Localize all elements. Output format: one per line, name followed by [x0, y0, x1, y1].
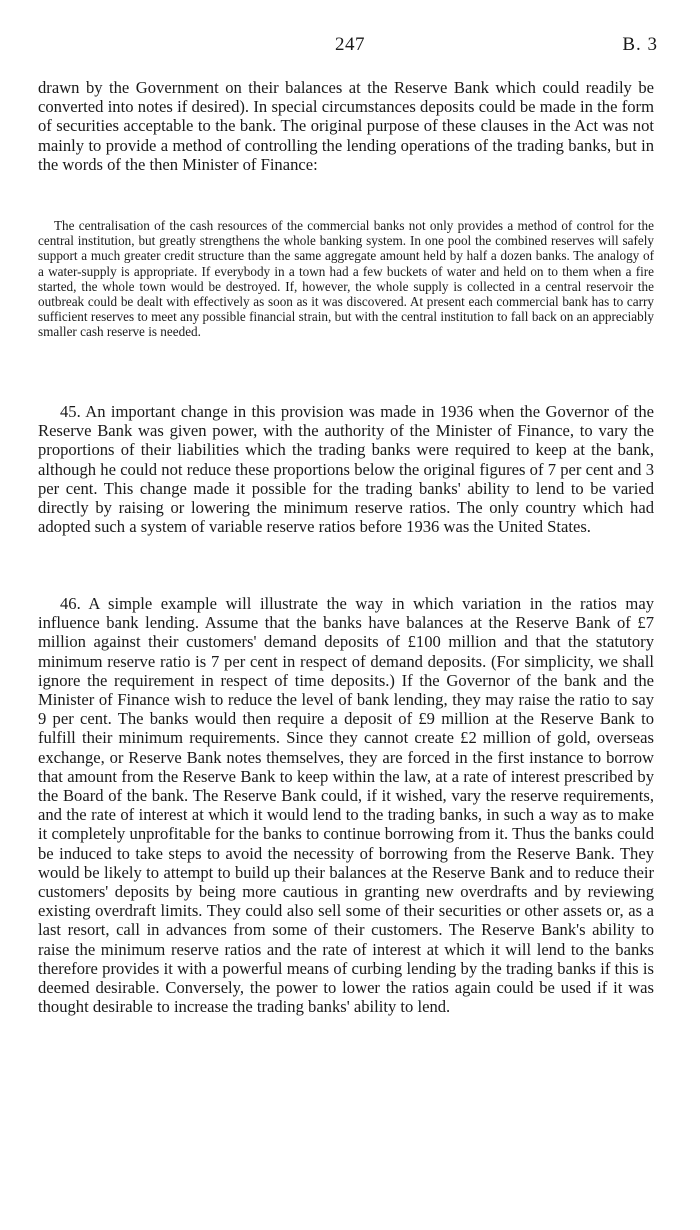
paragraph-intro: drawn by the Government on their balances at the Reserve Bank which could readily be converted into notes if desired). In special circumstances deposits could be made in the form of securities acceptable to the bank. The original purpose of these clauses in the Act was not mainly to provide a method of controlling the lending operations of the trading banks, but in the words of the then Minister of Finance:: [38, 78, 654, 174]
page-number: 247: [335, 34, 365, 55]
paragraph-46: 46. A simple example will illustrate the way in which variation in the ratios may influence bank lending. Assume that the banks have balances at the Reserve Bank of £7 million against their customers' demand deposits of £100 million and that the statutory minimum reserve ratio is 7 per cent in respect of demand deposits. (For simplicity, we shall ignore the requirement in respect of time deposits.) If the Governor of the bank and the Minister of Finance wish to reduce the level of bank lending, they may raise the ratio to say 9 per cent. The banks would then require a deposit of £9 million at the Reserve Bank to fulfill their minimum requirements. Since they cannot create £2 million of gold, overseas exchange, or Reserve Bank notes themselves, they are forced in the first instance to borrow that amount from the Reserve Bank to keep within the law, at a rate of interest prescribed by the Board of the bank. The Reserve Bank could, if it wished, vary the reserve requirements, and the rate of interest at which it would lend to the trading banks, in such a way as to make it completely unprofitable for the banks to continue borrowing from it. Thus the banks could be induced to take steps to avoid the necessity of borrowing from the Reserve Bank. They would be likely to attempt to build up their balances at the Reserve Bank and to reduce their customers' deposits by being more cautious in granting new overdrafts and by reviewing existing overdraft limits. They could also sell some of their securities or other assets or, as a last resort, call in advances from some of their customers. The Reserve Bank's ability to raise the minimum reserve ratios and the rate of interest at which it will lend to the banks therefore provides it with a powerful means of curbing lending by the trading banks if this is deemed desirable. Conversely, the power to lower the ratios again could be used if it was thought desirable to increase the trading banks' ability to lend.: [38, 594, 654, 1017]
block-quote: The centralisation of the cash resources of the commercial banks not only provides a method of control for the central institution, but greatly strengthens the whole banking system. In one pool the combined reserves will safely support a much greater credit structure than the same aggregate amount held by half a dozen banks. The analogy of a water-supply is appropriate. If everybody in a town had a few buckets of water and held on to them when a fire started, the whole town would be destroyed. If, however, the whole supply is collected in a central reservoir the outbreak could be dealt with effectively as soon as it was discovered. At present each commercial bank has to carry sufficient reserves to meet any possible financial strain, but with the central institution to fall back on an appreciably smaller cash reserve is needed.: [38, 218, 654, 340]
paragraph-45: 45. An important change in this provision was made in 1936 when the Governor of the Reserve Bank was given power, with the authority of the Minister of Finance, to vary the proportions of their liabilities which the trading banks were required to keep at the bank, although he could not reduce these proportions below the original figures of 7 per cent and 3 per cent. This change made it possible for the trading banks' ability to lend to be varied directly by raising or lowering the minimum reserve ratios. The only country which had adopted such a system of variable reserve ratios before 1936 was the United States.: [38, 402, 654, 537]
document-reference: B. 3: [622, 34, 658, 55]
